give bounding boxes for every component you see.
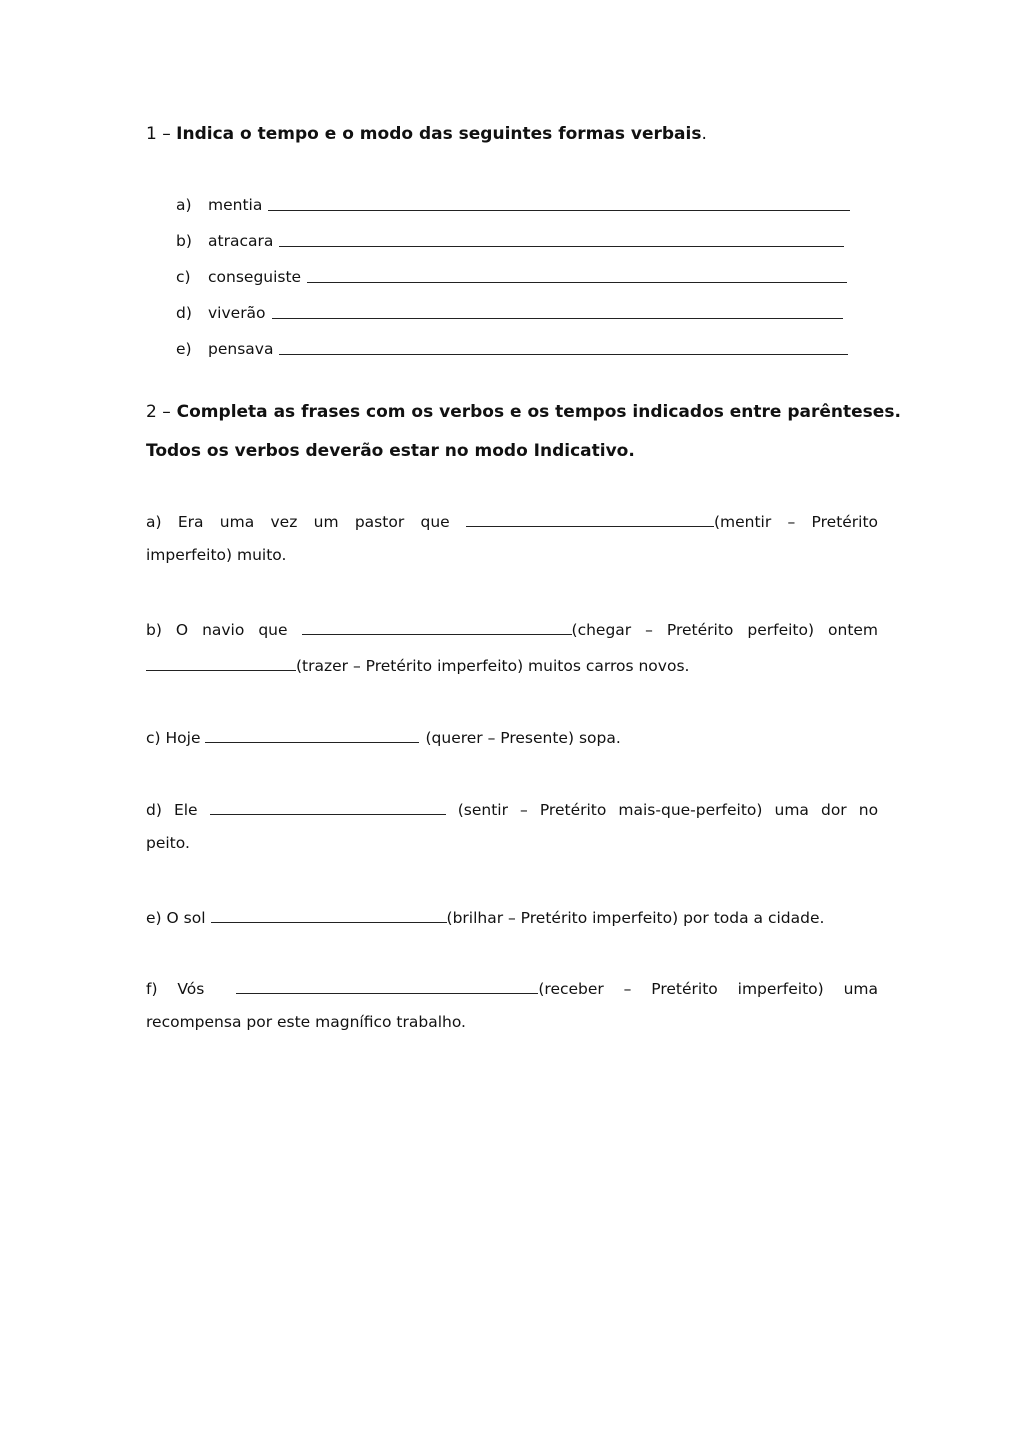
question-1-item-e	[176, 338, 848, 358]
verb-hint: –	[787, 513, 796, 531]
answer-blank[interactable]	[268, 210, 850, 211]
sentence-word: Vós	[177, 980, 205, 998]
verb-hint: (querer – Presente) sopa.	[425, 729, 621, 747]
question-2-number: 2 –	[146, 402, 171, 422]
answer-blank[interactable]	[272, 318, 843, 319]
sentence-word: d)	[146, 801, 162, 819]
verb-hint: Pretérito	[651, 980, 718, 998]
sentence-word: uma	[774, 801, 809, 819]
question-2-title-line-2: Todos os verbos deverão estar no modo Indicativo.	[146, 441, 635, 461]
sentence-f-line-2: recompensa por este magnífico trabalho.	[146, 1013, 466, 1031]
question-2-title-line-1	[146, 402, 901, 422]
answer-blank[interactable]	[211, 922, 447, 923]
verb-hint: mais-que-perfeito)	[618, 801, 763, 819]
answer-blank[interactable]	[466, 526, 714, 527]
item-letter: d)	[176, 304, 192, 322]
sentence-word: vez	[270, 513, 298, 531]
verb-hint: (receber	[538, 980, 604, 998]
sentence-word: um	[313, 513, 339, 531]
answer-blank[interactable]	[307, 282, 847, 283]
verb-hint: imperfeito)	[737, 980, 824, 998]
sentence-word: pastor	[354, 513, 405, 531]
sentence-word: que	[258, 621, 288, 639]
sentence-f-line-1	[146, 976, 878, 998]
verb-hint: –	[520, 801, 528, 819]
verb-hint: perfeito)	[747, 621, 815, 639]
verb-hint: Pretérito	[539, 801, 607, 819]
verb-hint: –	[645, 621, 653, 639]
sentence-word: uma	[219, 513, 255, 531]
sentence-word: no	[858, 801, 879, 819]
verb-hint: –	[623, 980, 632, 998]
sentence-word: dor	[820, 801, 847, 819]
item-word: conseguiste	[208, 268, 302, 286]
sentence-b-line-2	[146, 653, 689, 675]
sentence-word: navio	[202, 621, 245, 639]
sentence-word: Era	[177, 513, 204, 531]
sentence-word: ontem	[828, 621, 879, 639]
question-1-period: .	[701, 124, 707, 144]
sentence-c	[146, 725, 621, 747]
sentence-a-line-1	[146, 509, 878, 531]
question-1-item-c	[176, 266, 847, 286]
verb-hint: (sentir	[457, 801, 508, 819]
question-2-instruction: Completa as frases com os verbos e os tempos indicados entre parênteses.	[176, 402, 901, 422]
verb-hint: Pretérito	[811, 513, 879, 531]
sentence-d-line-2: peito.	[146, 834, 190, 852]
item-word: viverão	[208, 304, 266, 322]
answer-blank[interactable]	[279, 354, 848, 355]
item-word: mentia	[208, 196, 263, 214]
item-letter: a)	[176, 196, 192, 214]
question-1-item-b	[176, 230, 844, 250]
verb-hint: (chegar	[571, 621, 632, 639]
answer-blank[interactable]	[236, 993, 538, 994]
sentence-word: uma	[843, 980, 879, 998]
sentence-e	[146, 905, 824, 927]
answer-blank[interactable]	[205, 742, 419, 743]
answer-blank[interactable]	[279, 246, 844, 247]
sentence-word: Ele	[173, 801, 198, 819]
answer-blank[interactable]	[210, 814, 446, 815]
sentence-d-line-1	[146, 797, 878, 819]
question-1-instruction: Indica o tempo e o modo das seguintes formas verbais	[176, 124, 702, 144]
verb-hint: (brilhar – Pretérito imperfeito) por toda a cidade.	[446, 909, 825, 927]
sentence-word: e) O sol	[146, 909, 206, 927]
item-word: pensava	[208, 340, 274, 358]
sentence-word: O	[175, 621, 189, 639]
sentence-word: b)	[146, 621, 162, 639]
question-1-item-a	[176, 194, 850, 214]
item-letter: e)	[176, 340, 192, 358]
item-letter: c)	[176, 268, 191, 286]
sentence-word: que	[420, 513, 450, 531]
sentence-a-line-2: imperfeito) muito.	[146, 546, 287, 564]
answer-blank[interactable]	[146, 670, 296, 671]
sentence-word: a)	[146, 513, 162, 531]
sentence-word: f)	[146, 980, 158, 998]
sentence-b-line-1	[146, 617, 878, 639]
answer-blank[interactable]	[302, 634, 572, 635]
item-word: atracara	[208, 232, 274, 250]
verb-hint: (trazer – Pretérito imperfeito) muitos carros novos.	[296, 657, 690, 675]
question-1-number: 1 –	[146, 124, 171, 144]
item-letter: b)	[176, 232, 192, 250]
verb-hint: Pretérito	[666, 621, 734, 639]
question-1-title	[146, 124, 707, 144]
sentence-word: c) Hoje	[146, 729, 201, 747]
question-1-item-d	[176, 302, 843, 322]
verb-hint: (mentir	[713, 513, 772, 531]
